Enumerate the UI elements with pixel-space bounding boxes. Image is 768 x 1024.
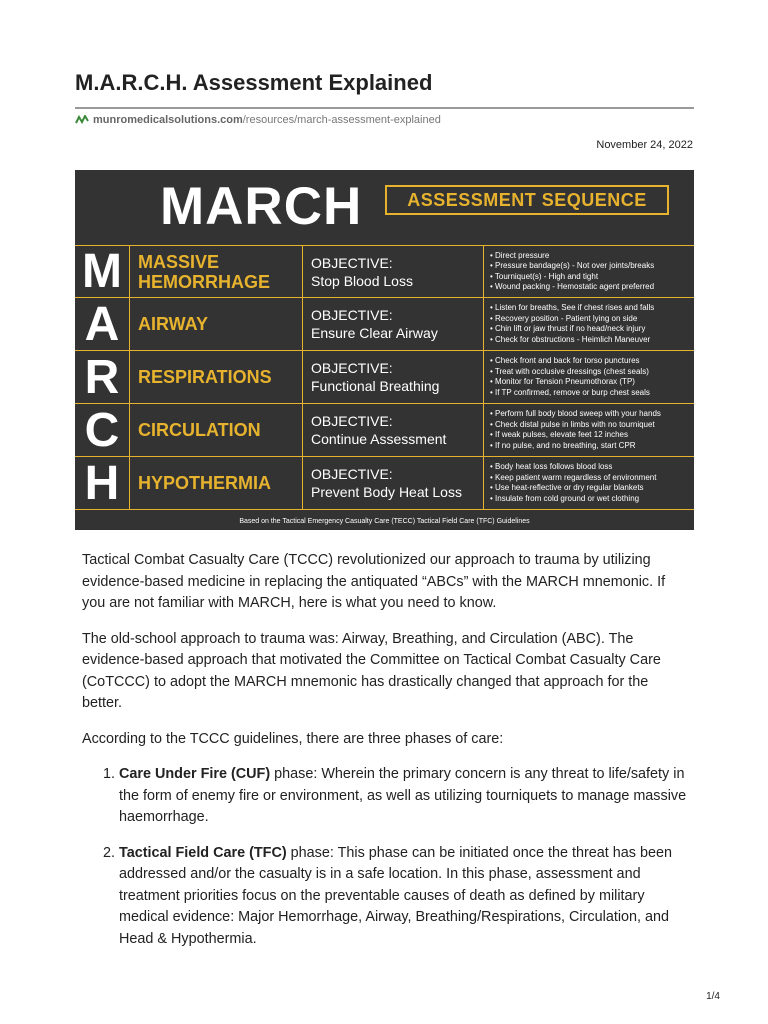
march-bullets	[484, 246, 694, 297]
bullet-item: • Monitor for Tension Pneumothorax (TP)	[490, 377, 635, 386]
bullet-item: • If weak pulses, elevate feet 12 inches	[490, 430, 628, 439]
phase-text: phase: Wherein the primary concern is any threat to life/safety in the form of enemy fire or environment, as well as utilizing tourniquets to manage massive haemorrhage.	[119, 766, 687, 825]
bullet-item: • If no pulse, and no breathing, start CPR	[490, 440, 636, 450]
march-step-name: CIRCULATION	[130, 404, 303, 456]
bullet-item: • Treat with occlusive dressings (chest seals)	[490, 366, 649, 376]
march-row-a	[75, 298, 694, 351]
bullet-item: • If TP confirmed, remove or burp chest seals	[490, 387, 650, 397]
march-objective	[303, 351, 484, 403]
paragraph-intro: Tactical Combat Casualty Care (TCCC) revolutionized our approach to trauma by utilizing evidence-based medicine in replacing the antiquated “ABCs” with the MARCH mnemonic. If you are not familiar with MARCH, here is what you need to know.	[82, 552, 666, 611]
objective-label: OBJECTIVE:	[311, 307, 393, 323]
objective-text: Prevent Body Heat Loss	[311, 484, 462, 500]
march-objective	[303, 246, 484, 297]
objective-text: Functional Breathing	[311, 378, 440, 394]
phase-term: Care Under Fire (CUF)	[119, 766, 271, 782]
march-step-name: AIRWAY	[130, 298, 303, 350]
bullet-item: • Pressure bandage(s) - Not over joints/breaks	[490, 261, 655, 270]
march-bullets	[484, 404, 694, 456]
march-bullets	[484, 457, 694, 509]
objective-text: Continue Assessment	[311, 431, 447, 447]
infographic-subtitle: ASSESSMENT SEQUENCE	[385, 185, 669, 215]
infographic-header	[75, 170, 694, 245]
march-row-h	[75, 457, 694, 510]
article-body	[82, 550, 692, 964]
march-row-c	[75, 404, 694, 457]
march-bullets	[484, 351, 694, 403]
march-objective	[303, 404, 484, 456]
march-letter: A	[75, 298, 130, 350]
march-letter: C	[75, 404, 130, 456]
bullet-item: • Insulate from cold ground or wet clothing	[490, 493, 640, 503]
list-item	[119, 764, 692, 829]
list-item	[119, 843, 692, 951]
march-step-name: RESPIRATIONS	[130, 351, 303, 403]
march-objective	[303, 457, 484, 509]
article-title: M.A.R.C.H. Assessment Explained	[75, 70, 433, 95]
munro-logo-icon	[75, 115, 89, 125]
march-rows	[75, 245, 694, 510]
bullet-item: • Check front and back for torso punctures	[490, 356, 640, 365]
infographic-title: MARCH	[160, 177, 363, 236]
bullet-item: • Wound packing - Hemostatic agent preferred	[490, 282, 655, 291]
bullet-item: • Keep patient warm regardless of environment	[490, 472, 657, 482]
march-row-r	[75, 351, 694, 404]
phases-list	[82, 764, 692, 950]
march-objective	[303, 298, 484, 350]
phase-term: Tactical Field Care (TFC)	[119, 844, 287, 861]
bullet-item: • Use heat-reflective or dry regular blankets	[490, 483, 644, 492]
source-domain: munromedicalsolutions.com	[93, 114, 243, 126]
march-step-name: MASSIVE HEMORRHAGE	[130, 246, 303, 297]
phase-text: phase: This phase can be initiated once the threat has been addressed and/or the casualty is in a safe location. In this phase, assessment and treatment priorities focus on the preventable causes of death as defined by military medical evidence: Major Hemorrhage, Airway, Breathing/Respirations, Circulation, and Head & Hypothermia.	[119, 844, 673, 947]
bullet-item: • Check for obstructions - Heimlich Maneuver	[490, 334, 651, 344]
paragraph-phases-intro: According to the TCCC guidelines, there are three phases of care:	[82, 730, 504, 747]
march-letter: M	[75, 246, 130, 297]
objective-label: OBJECTIVE:	[311, 466, 393, 482]
bullet-item: • Listen for breaths, See if chest rises and falls	[490, 303, 655, 312]
title-divider	[75, 107, 694, 109]
bullet-item: • Body heat loss follows blood loss	[490, 462, 613, 471]
march-step-name: HYPOTHERMIA	[130, 457, 303, 509]
march-row-m	[75, 245, 694, 298]
objective-label: OBJECTIVE:	[311, 360, 393, 376]
bullet-item: • Perform full body blood sweep with your hands	[490, 409, 661, 418]
march-infographic	[75, 170, 694, 530]
page-number: 1/4	[706, 991, 720, 1002]
bullet-item: • Direct pressure	[490, 250, 550, 260]
objective-text: Stop Blood Loss	[311, 272, 413, 289]
bullet-item: • Tourniquet(s) - High and tight	[490, 271, 599, 281]
bullet-item: • Chin lift or jaw thrust if no head/neck injury	[490, 324, 646, 333]
publish-date: November 24, 2022	[596, 139, 693, 151]
bullet-item: • Check distal pulse in limbs with no tourniquet	[490, 419, 655, 429]
objective-label: OBJECTIVE:	[311, 254, 393, 271]
objective-text: Ensure Clear Airway	[311, 325, 438, 341]
march-letter: R	[75, 351, 130, 403]
bullet-item: • Recovery position - Patient lying on side	[490, 313, 638, 323]
paragraph-old-school: The old-school approach to trauma was: Airway, Breathing, and Circulation (ABC). The evidence-based approach that motivated the Committee on Tactical Combat Casualty Care (CoTCCC) to adopt the MARCH mnemonic has drastically changed that approach for the better.	[82, 630, 661, 711]
march-letter: H	[75, 457, 130, 509]
objective-label: OBJECTIVE:	[311, 413, 393, 429]
infographic-footer: Based on the Tactical Emergency Casualty Care (TECC) Tactical Field Care (TFC) Guidelines	[239, 517, 530, 525]
march-bullets	[484, 298, 694, 350]
source-path: /resources/march-assessment-explained	[242, 114, 441, 126]
source-link[interactable]	[75, 114, 441, 126]
